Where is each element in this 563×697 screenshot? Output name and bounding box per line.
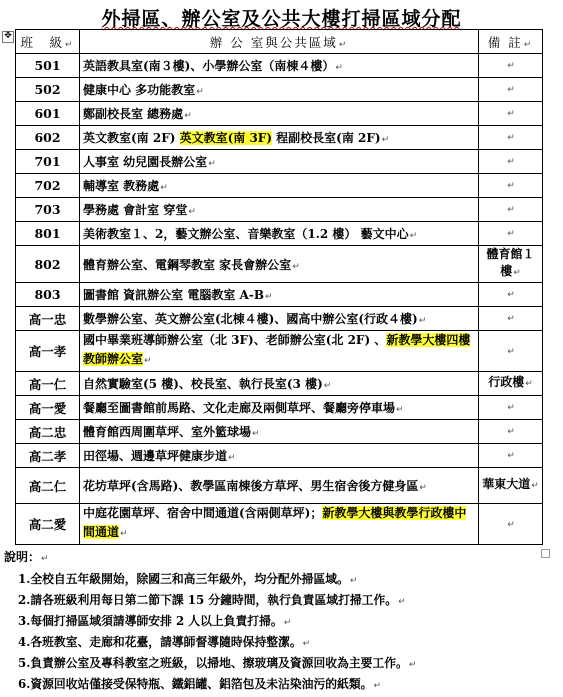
cell-area: 數學辦公室、英文辦公室(北棟４樓)、國高中辦公室(行政４樓)↵ bbox=[80, 307, 479, 331]
area-text: 數學辦公室、英文辦公室(北棟４樓)、國高中辦公室(行政４樓) bbox=[83, 312, 418, 326]
cell-note: ↵ bbox=[479, 396, 543, 420]
cell-area: 英語教具室(南３樓)、小學辦公室（南棟４樓）↵ bbox=[80, 54, 479, 78]
cell-class: 802 bbox=[16, 246, 80, 283]
note-item: 4.各班教室、走廊和花臺，請導師督導隨時保持整潔。↵ bbox=[18, 635, 311, 649]
area-text: 中庭花園草坪、宿舍中間通道(含兩側草坪)； bbox=[83, 506, 323, 520]
table-row bbox=[16, 331, 543, 372]
cell-area: 體育辦公室、電鋼琴教室 家長會辦公室↵ bbox=[80, 246, 479, 283]
cell-note: ↵ bbox=[479, 283, 543, 307]
cell-class: 803 bbox=[16, 283, 80, 307]
cell-note: ↵ bbox=[479, 420, 543, 444]
area-text: 美術教室１、2，藝文辦公室、音樂教室（1.2 樓） 藝文中心 bbox=[83, 227, 409, 241]
table-header-row bbox=[16, 30, 543, 54]
area-text: 輔導室 教務處 bbox=[83, 179, 160, 193]
area-text: 體育館西周圍草坪、室外籃球場 bbox=[83, 425, 252, 439]
cell-area: 人事室 幼兒園長辦公室↵ bbox=[80, 150, 479, 174]
cell-area: 鄭副校長室 總務處↵ bbox=[80, 102, 479, 126]
cell-area: 健康中心 多功能教室↵ bbox=[80, 78, 479, 102]
note-item: 5.負責辦公室及專科教室之班級，以掃地、擦玻璃及資源回收為主要工作。↵ bbox=[18, 656, 417, 670]
cell-note: ↵ bbox=[479, 150, 543, 174]
table-row bbox=[16, 174, 543, 198]
assignment-table bbox=[15, 29, 543, 545]
table-row bbox=[16, 198, 543, 222]
header-area: 辦 公 室與公共區域↵ bbox=[80, 30, 479, 54]
area-text: 鄭副校長室 總務處 bbox=[83, 107, 184, 121]
cell-class: 高一忠 bbox=[16, 307, 80, 331]
table-row bbox=[16, 283, 543, 307]
table-row bbox=[16, 150, 543, 174]
highlighted-text: 新教學大樓與教學行政樓中間通道 bbox=[83, 506, 467, 539]
cell-area: 田徑場、週邊草坪健康步道↵ bbox=[80, 444, 479, 468]
cell-area: 美術教室１、2，藝文辦公室、音樂教室（1.2 樓） 藝文中心↵ bbox=[80, 222, 479, 246]
cell-class: 高二孝 bbox=[16, 444, 80, 468]
table-row bbox=[16, 307, 543, 331]
cell-area: 輔導室 教務處↵ bbox=[80, 174, 479, 198]
note-item: 1.全校自五年級開始，除國三和高三年級外，均分配外掃區域。↵ bbox=[18, 572, 358, 586]
cell-note: ↵ bbox=[479, 174, 543, 198]
cell-area: 自然實驗室(5 樓)、校長室、執行長室(3 樓)↵ bbox=[80, 372, 479, 396]
cell-area: 圖書館 資訊辦公室 電腦教室 A-B↵ bbox=[80, 283, 479, 307]
header-note: 備 註↵ bbox=[479, 30, 543, 54]
table-move-handle-icon[interactable]: ✥ bbox=[2, 31, 14, 43]
note-item: 6.資源回收站僅接受保特瓶、鐵鋁罐、鋁箔包及未沾染油污的紙類。↵ bbox=[18, 677, 381, 691]
table-row bbox=[16, 126, 543, 150]
cell-class: 703 bbox=[16, 198, 80, 222]
area-text: 英文教室(南 2F) bbox=[83, 131, 180, 145]
area-text: 田徑場、週邊草坪健康步道 bbox=[83, 449, 228, 463]
cell-class: 高二忠 bbox=[16, 420, 80, 444]
table-row bbox=[16, 78, 543, 102]
cell-class: 高一孝 bbox=[16, 331, 80, 372]
cell-area: 學務處 會計室 穿堂↵ bbox=[80, 198, 479, 222]
cell-note: ↵ bbox=[479, 444, 543, 468]
table-row bbox=[16, 504, 543, 545]
cell-area: 國中畢業班導師辦公室（北 3F)、老師辦公室(北 2F) 、新教學大樓四樓教師辦公室↵ bbox=[80, 331, 479, 372]
note-item: 2.請各班級利用每日第二節下課 15 分鐘時間，執行負責區域打掃工作。↵ bbox=[18, 593, 406, 607]
table-row bbox=[16, 246, 543, 283]
cell-class: 601 bbox=[16, 102, 80, 126]
header-class: 班 級↵ bbox=[16, 30, 80, 54]
cell-note: 體育館１樓↵ bbox=[479, 246, 543, 283]
cell-note: ↵ bbox=[479, 198, 543, 222]
area-text: 花坊草坪(含馬路)、教學區南棟後方草坪、男生宿舍後方健身區 bbox=[83, 479, 419, 493]
table-row bbox=[16, 468, 543, 504]
cell-class: 高二愛 bbox=[16, 504, 80, 545]
cell-note: ↵ bbox=[479, 504, 543, 545]
cell-note: ↵ bbox=[479, 126, 543, 150]
cell-note: ↵ bbox=[479, 102, 543, 126]
note-item: 3.每個打掃區域須請導師安排 2 人以上負責打掃。↵ bbox=[18, 614, 292, 628]
table-row bbox=[16, 396, 543, 420]
area-text: 人事室 幼兒園長辦公室 bbox=[83, 155, 208, 169]
notes-list bbox=[4, 569, 559, 695]
cell-class: 502 bbox=[16, 78, 80, 102]
notes-section bbox=[4, 548, 559, 695]
area-text: 學務處 會計室 穿堂 bbox=[83, 203, 188, 217]
cell-note: ↵ bbox=[479, 78, 543, 102]
highlighted-text: 英文教室(南 3F) bbox=[179, 131, 272, 145]
cell-area: 體育館西周圍草坪、室外籃球場↵ bbox=[80, 420, 479, 444]
cell-class: 高一愛 bbox=[16, 396, 80, 420]
area-text: 餐廳至圖書館前馬路、文化走廊及兩側草坪、餐廳旁停車場 bbox=[83, 401, 396, 415]
area-text: 國中畢業班導師辦公室（北 3F)、老師辦公室(北 2F) 、 bbox=[83, 333, 387, 347]
cell-note: ↵ bbox=[479, 222, 543, 246]
area-text: 體育辦公室、電鋼琴教室 家長會辦公室 bbox=[83, 257, 292, 272]
cell-area: 英文教室(南 2F) 英文教室(南 3F) 程副校長室(南 2F)↵ bbox=[80, 126, 479, 150]
highlighted-text: 新教學大樓四樓教師辦公室 bbox=[83, 333, 471, 366]
cell-note: 行政樓↵ bbox=[479, 372, 543, 396]
cell-class: 501 bbox=[16, 54, 80, 78]
cell-class: 高一仁 bbox=[16, 372, 80, 396]
cell-class: 602 bbox=[16, 126, 80, 150]
cell-note: ↵ bbox=[479, 307, 543, 331]
cell-note: ↵ bbox=[479, 331, 543, 372]
cell-class: 701 bbox=[16, 150, 80, 174]
table-row bbox=[16, 444, 543, 468]
area-text: 自然實驗室(5 樓)、校長室、執行長室(3 樓) bbox=[83, 377, 323, 391]
table-row bbox=[16, 102, 543, 126]
table-row bbox=[16, 222, 543, 246]
table-body bbox=[16, 54, 543, 545]
area-text: 程副校長室(南 2F) bbox=[272, 131, 381, 145]
cell-area: 花坊草坪(含馬路)、教學區南棟後方草坪、男生宿舍後方健身區↵ bbox=[80, 468, 479, 504]
cell-note: 華東大道↵ bbox=[479, 468, 543, 504]
cell-class: 702 bbox=[16, 174, 80, 198]
table-row bbox=[16, 54, 543, 78]
area-text: 圖書館 資訊辦公室 電腦教室 A-B bbox=[83, 288, 264, 302]
table-row bbox=[16, 372, 543, 396]
cell-class: 801 bbox=[16, 222, 80, 246]
cell-area: 中庭花園草坪、宿舍中間通道(含兩側草坪)；新教學大樓與教學行政樓中間通道↵ bbox=[80, 504, 479, 545]
area-text: 健康中心 多功能教室 bbox=[83, 83, 196, 97]
cell-class: 高二仁 bbox=[16, 468, 80, 504]
cell-area: 餐廳至圖書館前馬路、文化走廊及兩側草坪、餐廳旁停車場↵ bbox=[80, 396, 479, 420]
area-text: 英語教具室(南３樓)、小學辦公室（南棟４樓） bbox=[83, 59, 335, 73]
page-title: 外掃區、辦公室及公共大樓打掃區域分配 bbox=[101, 8, 462, 30]
cell-note: ↵ bbox=[479, 54, 543, 78]
notes-heading: 說明：↵ bbox=[4, 550, 49, 564]
table-row bbox=[16, 420, 543, 444]
